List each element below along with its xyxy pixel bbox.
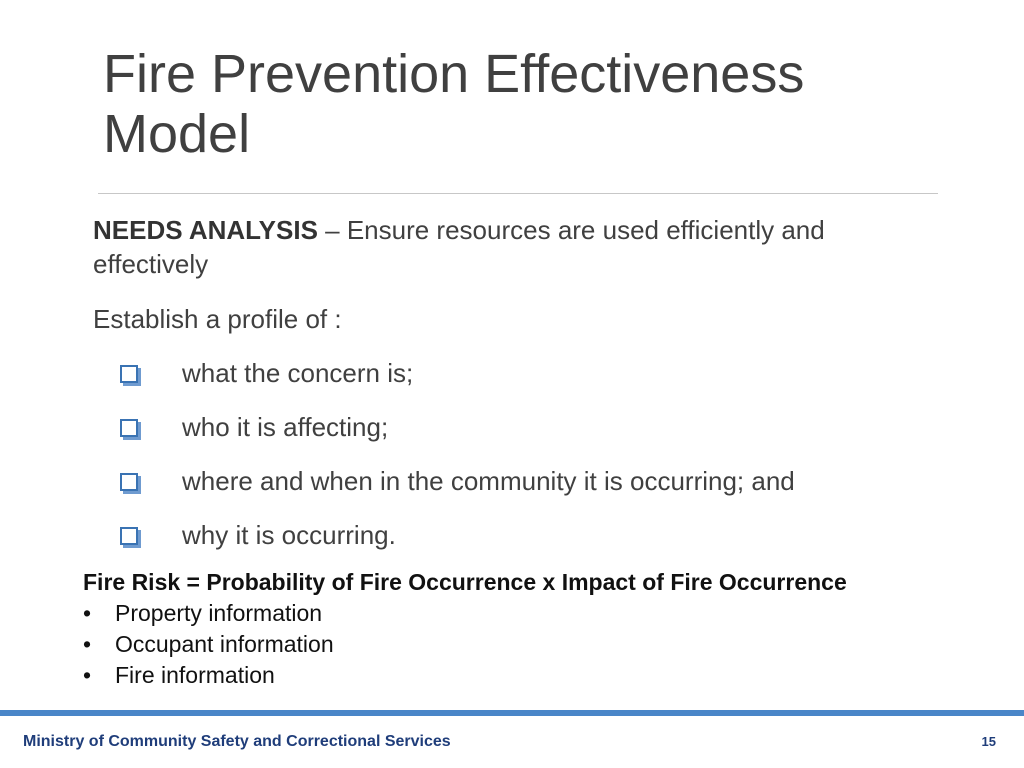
bullet-icon: • xyxy=(83,600,92,626)
info-bullet-list xyxy=(83,598,334,691)
title-line-1: Fire Prevention Effectiveness xyxy=(103,44,805,104)
bullet-icon: • xyxy=(83,662,92,688)
list-item-text: Fire information xyxy=(115,662,275,688)
checkbox-icon xyxy=(120,473,138,491)
bullet-icon: • xyxy=(83,631,92,657)
title-divider xyxy=(98,193,938,194)
footer-bar xyxy=(0,710,1024,716)
list-item xyxy=(83,598,334,629)
establish-profile-text: Establish a profile of : xyxy=(93,304,342,334)
checklist-item-text: who it is affecting; xyxy=(182,412,389,442)
checklist-item-text: why it is occurring. xyxy=(182,520,396,550)
checklist-item-text: where and when in the community it is occurring; and xyxy=(182,466,795,496)
checkbox-icon xyxy=(120,419,138,437)
list-item xyxy=(83,660,334,691)
needs-analysis-text: – Ensure resources are used efficiently and effectively xyxy=(93,215,825,279)
checkbox-icon xyxy=(120,527,138,545)
page-number: 15 xyxy=(981,734,996,749)
title-line-2: Model xyxy=(103,104,251,164)
needs-analysis-heading: NEEDS ANALYSIS xyxy=(93,215,318,245)
list-item xyxy=(83,629,334,660)
needs-analysis-paragraph xyxy=(93,213,923,281)
fire-risk-formula: Fire Risk = Probability of Fire Occurrence x Impact of Fire Occurrence xyxy=(83,569,847,595)
list-item-text: Property information xyxy=(115,600,323,626)
list-item-text: Occupant information xyxy=(115,631,334,657)
slide-title xyxy=(103,44,963,164)
checklist-item-text: what the concern is; xyxy=(182,358,414,388)
checkbox-icon xyxy=(120,365,138,383)
footer-organization: Ministry of Community Safety and Correctional Services xyxy=(23,733,451,750)
